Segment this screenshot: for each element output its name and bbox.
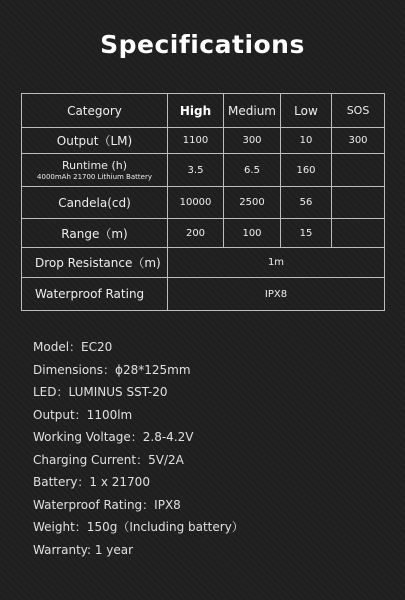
range-medium: 100	[224, 219, 281, 248]
table-header-row	[22, 94, 385, 128]
details-list	[33, 336, 393, 561]
runtime-label-cell	[22, 154, 168, 187]
runtime-sos	[332, 154, 385, 187]
range-high: 200	[168, 219, 224, 248]
output-high: 1100	[168, 128, 224, 154]
drop-resistance-value: 1m	[168, 248, 385, 278]
header-sos: SOS	[332, 94, 385, 128]
table-row-runtime	[22, 154, 385, 187]
waterproof-value: IPX8	[168, 278, 385, 311]
runtime-label: Runtime (h)	[62, 159, 127, 172]
detail-working-voltage: Working Voltage：2.8-4.2V	[33, 430, 194, 444]
header-medium: Medium	[224, 94, 281, 128]
detail-waterproof: Waterproof Rating：IPX8	[33, 497, 181, 512]
detail-model: Model：EC20	[33, 340, 113, 354]
detail-dimensions: Dimensions：ϕ28*125mm	[33, 362, 191, 377]
output-low: 10	[281, 128, 332, 154]
page-title: Specifications	[100, 30, 305, 59]
specifications-table	[21, 93, 385, 311]
table-row-waterproof	[22, 278, 385, 311]
output-medium: 300	[224, 128, 281, 154]
runtime-high: 3.5	[168, 154, 224, 187]
table-row-range	[22, 219, 385, 248]
candela-label: Candela(cd)	[22, 187, 168, 219]
candela-sos	[332, 187, 385, 219]
detail-weight: Weight：150g（Including battery）	[33, 520, 244, 534]
candela-low: 56	[281, 187, 332, 219]
output-sos: 300	[332, 128, 385, 154]
output-label: Output（LM)	[22, 128, 168, 154]
detail-warranty: Warranty: 1 year	[33, 542, 134, 557]
header-category: Category	[22, 94, 168, 128]
runtime-medium: 6.5	[224, 154, 281, 187]
candela-high: 10000	[168, 187, 224, 219]
detail-battery: Battery：1 x 21700	[33, 475, 150, 489]
candela-medium: 2500	[224, 187, 281, 219]
runtime-low: 160	[281, 154, 332, 187]
header-low: Low	[281, 94, 332, 128]
header-high: High	[168, 94, 224, 128]
range-low: 15	[281, 219, 332, 248]
detail-led: LED：LUMINUS SST-20	[33, 385, 168, 399]
table-row-candela	[22, 187, 385, 219]
runtime-sublabel: 4000mAh 21700 Lithium Battery	[37, 173, 152, 181]
drop-resistance-label: Drop Resistance（m)	[22, 248, 168, 278]
detail-charging-current: Charging Current：5V/2A	[33, 452, 184, 467]
table-row-output	[22, 128, 385, 154]
waterproof-label: Waterproof Rating	[22, 278, 168, 311]
range-sos	[332, 219, 385, 248]
table-row-drop-resistance	[22, 248, 385, 278]
range-label: Range（m)	[22, 219, 168, 248]
detail-output: Output：1100lm	[33, 407, 133, 422]
